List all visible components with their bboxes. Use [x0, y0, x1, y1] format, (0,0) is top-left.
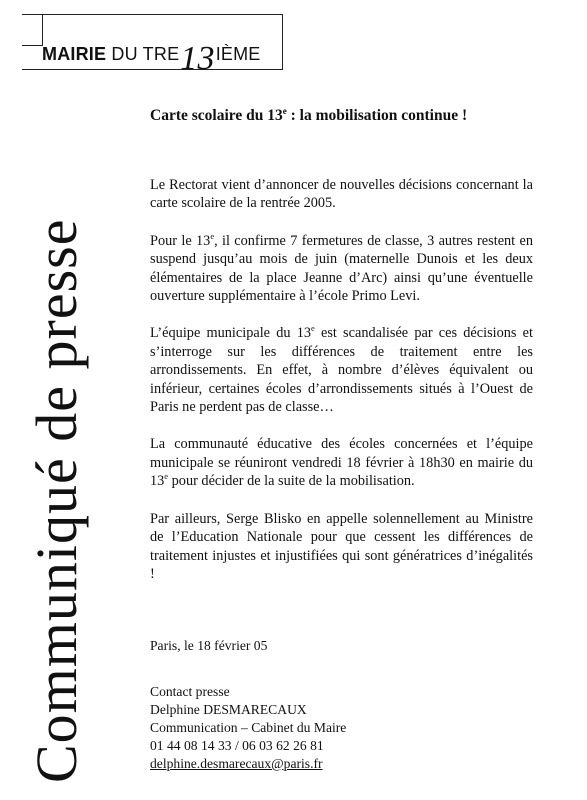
logo-mairie: MAIRIE	[42, 44, 107, 64]
press-release-body	[150, 176, 533, 602]
paragraph-3	[150, 324, 533, 416]
p2-after: , il confirme 7 fermetures de classe, 3 autres restent en suspend jusqu’au mois de juin (maternelle Dunois et les deux élémentaires de la place Jeanne d’Arc) ainsi qu’une éventuelle ouverture supplémentaire à l’école Primo Levi.	[150, 232, 533, 305]
headline-after: : la mobilisation continue !	[286, 107, 468, 125]
contact-phones: 01 44 08 14 33 / 06 03 62 26 81	[150, 738, 324, 753]
p4-sup: e	[164, 471, 169, 482]
paragraph-1: Le Rectorat vient d’annoncer de nouvelles décisions concernant la carte scolaire de la rentrée 2005.	[150, 177, 533, 212]
p2-sup: e	[210, 231, 215, 242]
contact-label: Contact presse	[150, 684, 230, 699]
headline-sup: e	[282, 106, 287, 116]
vertical-title: Communiqué de presse	[24, 218, 89, 783]
paragraph-2	[150, 232, 533, 306]
headline-before: Carte scolaire du 13	[150, 107, 283, 125]
contact-department: Communication – Cabinet du Maire	[150, 720, 347, 735]
paragraph-4	[150, 435, 533, 490]
release-date: Paris, le 18 février 05	[150, 638, 268, 653]
p3-before: L’équipe municipale du 13	[150, 325, 311, 342]
logo-ieme: IÈME	[215, 44, 261, 64]
logo-du-tre: DU TRE	[111, 44, 180, 64]
p3-sup: e	[311, 323, 315, 334]
contact-name: Delphine DESMARECAUX	[150, 702, 307, 717]
logo-text	[42, 31, 261, 77]
p3-after: est scandalisée par ces décisions et s’interroge sur les différences de traitement entre les arrondissements. En effet, à nombre d’élèves équivalent ou inférieur, certaines écoles d’arrondissements situés à l’Ouest de Paris ne perdent pas de classe…	[150, 325, 533, 416]
logo-13: 13	[180, 40, 215, 77]
p4-after: pour décider de la suite de la mobilisation.	[168, 473, 415, 490]
press-footer	[150, 637, 346, 773]
mairie-logo	[22, 14, 284, 77]
paragraph-5: Par ailleurs, Serge Blisko en appelle solennellement au Ministre de l’Education Nationale pour que cessent les différences de traitement injustes et injustifiées qui sont génératrices d’inégalités !	[150, 510, 533, 582]
contact-email-link[interactable]: delphine.desmarecaux@paris.fr	[150, 756, 323, 771]
headline	[150, 106, 550, 125]
p4-before: La communauté éducative des écoles concernées et l’équipe municipale se réuniront vendredi 18 février à 18h30 en mairie du 13	[150, 436, 533, 490]
p2-before: Pour le 13	[150, 232, 211, 249]
